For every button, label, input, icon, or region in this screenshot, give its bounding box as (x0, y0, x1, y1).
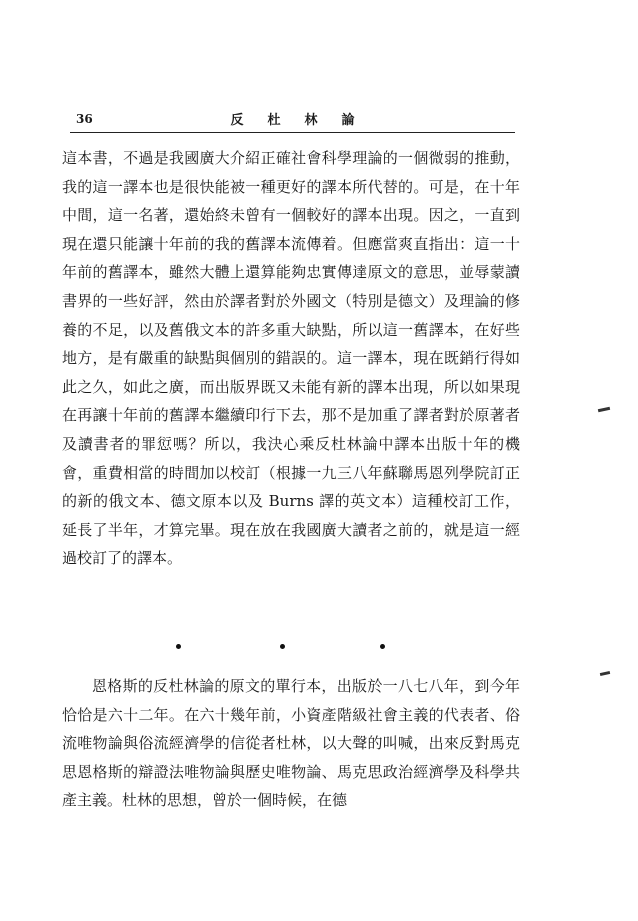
body-text-block-1 (62, 144, 520, 573)
divider-dot-icon (380, 644, 385, 649)
page-number: 36 (76, 112, 93, 126)
margin-mark-icon (598, 407, 610, 412)
body-text-block-2 (62, 672, 520, 815)
divider-dot-icon (176, 644, 181, 649)
running-title: 反杜林論 (230, 113, 379, 128)
running-header (70, 108, 515, 133)
divider-dot-icon (280, 644, 285, 649)
margin-mark-icon (600, 671, 610, 676)
paragraph-1: 這本書，不過是我國廣大介紹正確社會科學理論的一個微弱的推動，我的這一譯本也是很快能被一種更好的譯本所代替的。可是，在十年中間，這一名著，還始終未曾有一個較好的譯本出現。因之，一直到現在還只能讓十年前的我的舊譯本流傳着。但應當爽直指出：這一十年前的舊譯本，雖然大體上還算能夠忠實傳達原文的意思，並辱蒙讀書界的一些好評，然由於譯者對於外國文（特別是德文）及理論的修養的不足，以及舊俄文本的許多重大缺點，所以這一舊譯本，在好些地方，是有嚴重的缺點與個別的錯誤的。這一譯本，現在既銷行得如此之久，如此之廣，而出版界既又未能有新的譯本出現，所以如果現在再讓十年前的舊譯本繼續印行下去，那不是加重了譯者對於原著者及讀書者的罪愆嗎？所以，我決心乘反杜林論中譯本出版十年的機會，重費相當的時間加以校訂（根據一九三八年蘇聯馬恩列學院訂正的新的俄文本、德文原本以及 Burns 譯的英文本）這種校訂工作，延長了半年，才算完畢。現在放在我國廣大讀者之前的，就是這一經過校訂了的譯本。 (62, 149, 520, 568)
section-divider (0, 640, 638, 660)
paragraph-2: 恩格斯的反杜林論的原文的單行本，出版於一八七八年，到今年恰恰是六十二年。在六十幾年前，小資產階級社會主義的代表者、俗流唯物論與俗流經濟學的信從者杜林，以大聲的叫喊，出來反對馬克思恩格斯的辯證法唯物論與歷史唯物論、馬克思政治經濟學及科學共產主義。杜林的思想，曾於一個時候，在德 (62, 677, 520, 810)
